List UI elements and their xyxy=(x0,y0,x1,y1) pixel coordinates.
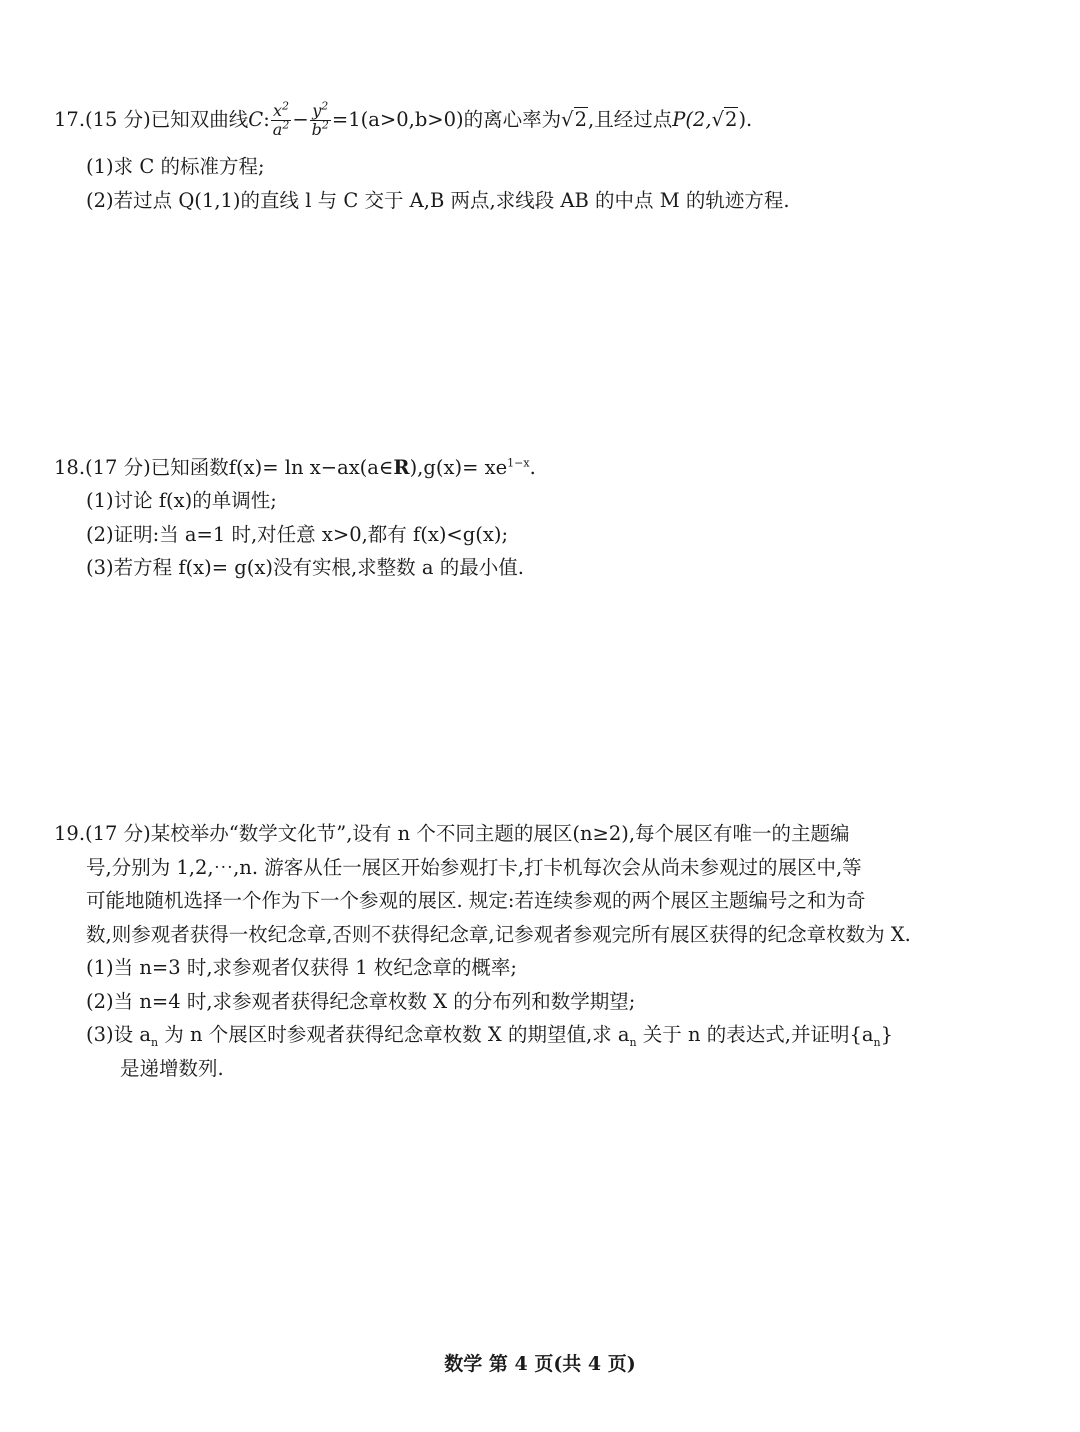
q17-curve: C xyxy=(248,108,264,131)
q17-number: 17. xyxy=(54,108,86,131)
q17-point-end: ). xyxy=(738,108,753,131)
q17-part1: (1)求 C 的标准方程; xyxy=(86,155,265,178)
q19-line4: 数,则参观者获得一枚纪念章,否则不获得纪念章,记参观者参观完所有展区获得的纪念章枚数为 X. xyxy=(86,923,911,946)
q18-part3: (3)若方程 f(x)= g(x)没有实根,求整数 a 的最小值. xyxy=(86,556,524,579)
q17-stem: 17.(15 分)已知双曲线C: $\frac{x^2}{a^2}$ − $\frac{y^2}{b^2}$ =1(a>0,b>0)的离心率为√2,且经过点P(2,√2). xyxy=(54,99,753,139)
q17-fraction-x: $\frac{x^2}{a^2}$ xyxy=(272,99,290,139)
q18-part2: (2)证明:当 a=1 时,对任意 x>0,都有 f(x)<g(x); xyxy=(86,523,509,546)
q17-stem-a: 已知双曲线 xyxy=(150,108,249,131)
q19-points: (17 分) xyxy=(85,822,151,845)
q18-number: 18. xyxy=(54,456,86,479)
q17-fraction-y: $\frac{y^2}{b^2}$ xyxy=(311,99,329,139)
q18-stem-a: 已知函数 xyxy=(150,456,229,479)
q17-ecc-sqrt: √2 xyxy=(561,108,588,131)
q19-line1-text: 某校举办“数学文化节”,设有 n 个不同主题的展区(n≥2),每个展区有唯一的主题编 xyxy=(150,822,850,845)
q17-eq-rest: =1(a>0,b>0)的离心率为 xyxy=(331,108,562,131)
q18-real-set: R xyxy=(393,456,410,479)
q19-line2: 号,分别为 1,2,⋯,n. 游客从任一展区开始参观打卡,打卡机每次会从尚未参观过的展区中,等 xyxy=(86,856,862,879)
q18-g-def: ),g(x)= xe xyxy=(409,456,508,479)
q17-points: (15 分) xyxy=(85,108,151,131)
q18-points: (17 分) xyxy=(85,456,151,479)
q18-stem xyxy=(54,455,536,481)
q18-part1: (1)讨论 f(x)的单调性; xyxy=(86,489,277,512)
q19-part1: (1)当 n=3 时,求参观者仅获得 1 枚纪念章的概率; xyxy=(86,956,517,979)
q18-g-exp: 1−x xyxy=(507,456,530,470)
q17-part2: (2)若过点 Q(1,1)的直线 l 与 C 交于 A,B 两点,求线段 AB 的中点 M 的轨迹方程. xyxy=(86,189,790,212)
page-footer: 数学 第 4 页(共 4 页) xyxy=(444,1353,636,1375)
q18-stem-end: . xyxy=(529,456,536,479)
q19-line1 xyxy=(54,821,850,847)
q19-part3-line2: 是递增数列. xyxy=(120,1057,224,1080)
q19-number: 19. xyxy=(54,822,86,845)
q19-part2: (2)当 n=4 时,求参观者获得纪念章枚数 X 的分布列和数学期望; xyxy=(86,990,636,1013)
q17-stem-b: ,且经过点 xyxy=(588,108,673,131)
q17-point-sqrt: √2 xyxy=(711,108,738,131)
q18-f-def: f(x)= ln x−ax(a∈ xyxy=(228,456,394,479)
q17-point: P(2, xyxy=(672,108,712,131)
q19-line3: 可能地随机选择一个作为下一个参观的展区. 规定:若连续参观的两个展区主题编号之和为奇 xyxy=(86,889,866,912)
q19-part3: (3)设 $a_n$ 为 n 个展区时参观者获得纪念章枚数 X 的期望值,求 $a_n$ 关于 n 的表达式,并证明$\{a_n\}$ xyxy=(86,1023,894,1049)
